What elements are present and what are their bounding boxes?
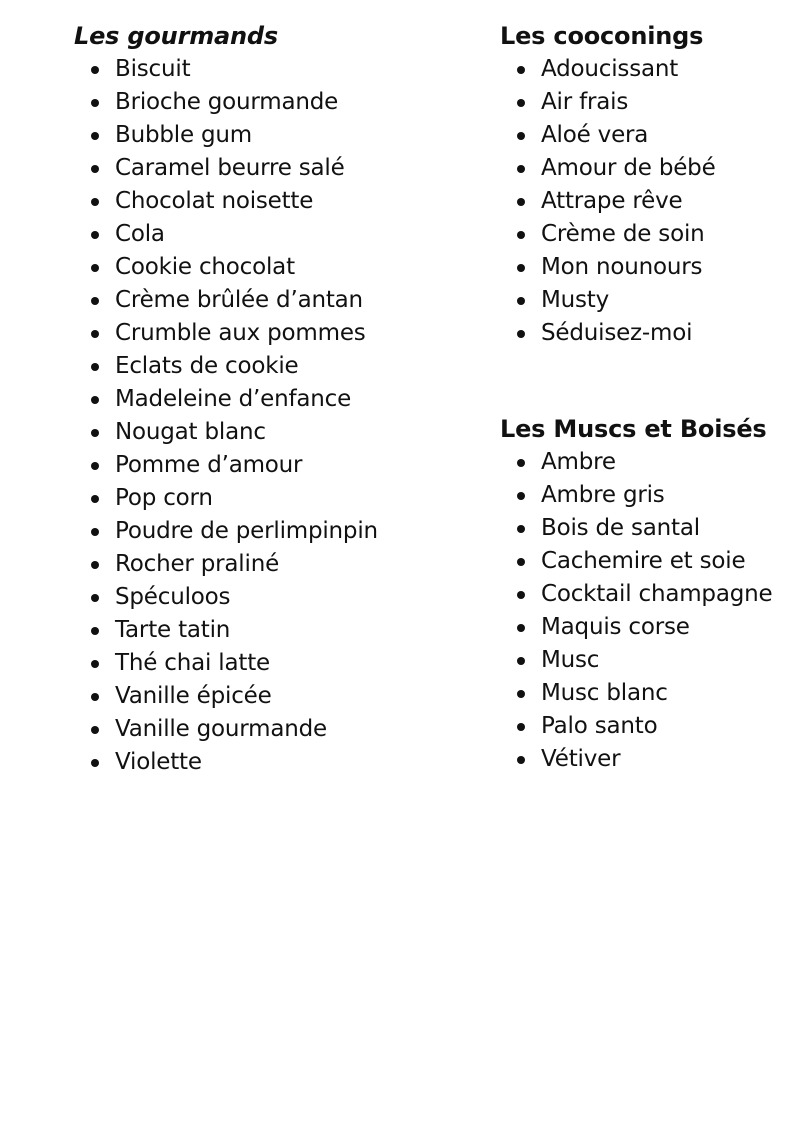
gourmands-title: Les gourmands (74, 22, 278, 50)
list-item (500, 119, 790, 152)
list-item-label: Vanille épicée (115, 683, 272, 709)
list-item-label: Caramel beurre salé (115, 155, 345, 181)
list-item-label: Maquis corse (541, 614, 690, 640)
section-spacer (500, 350, 790, 413)
bullet-icon (517, 231, 525, 239)
list-item (74, 482, 474, 515)
list-item (500, 644, 790, 677)
bullet-icon (517, 330, 525, 338)
list-item (74, 251, 474, 284)
bullet-icon (517, 459, 525, 467)
list-item (74, 86, 474, 119)
list-item (74, 350, 474, 383)
list-item (74, 713, 474, 746)
bullet-icon (91, 660, 99, 668)
bullet-icon (517, 264, 525, 272)
bullet-icon (91, 132, 99, 140)
list-item (500, 743, 790, 776)
bullet-icon (91, 198, 99, 206)
list-item (500, 611, 790, 644)
list-item (74, 317, 474, 350)
list-item-label: Tarte tatin (115, 617, 231, 643)
muscs-boises-title: Les Muscs et Boisés (500, 415, 767, 443)
list-item (500, 512, 790, 545)
list-item-label: Mon nounours (541, 254, 703, 280)
bullet-icon (91, 429, 99, 437)
bullet-icon (91, 726, 99, 734)
list-item (74, 218, 474, 251)
bullet-icon (517, 165, 525, 173)
list-item-label: Musc blanc (541, 680, 668, 706)
bullet-icon (517, 66, 525, 74)
list-item-label: Aloé vera (541, 122, 649, 148)
bullet-icon (91, 594, 99, 602)
bullet-icon (91, 297, 99, 305)
list-item-label: Poudre de perlimpinpin (115, 518, 378, 544)
list-item (74, 152, 474, 185)
bullet-icon (91, 99, 99, 107)
list-item-label: Violette (115, 749, 202, 775)
cooconings-title: Les cooconings (500, 22, 704, 50)
bullet-icon (91, 627, 99, 635)
list-item-label: Cocktail champagne (541, 581, 773, 607)
bullet-icon (91, 759, 99, 767)
list-item-label: Vétiver (541, 746, 621, 772)
list-item-label: Cola (115, 221, 165, 247)
list-item (74, 680, 474, 713)
bullet-icon (91, 330, 99, 338)
left-column (74, 20, 474, 779)
list-item-label: Crème de soin (541, 221, 705, 247)
bullet-icon (517, 723, 525, 731)
bullet-icon (517, 297, 525, 305)
bullet-icon (91, 396, 99, 404)
list-item-label: Ambre (541, 449, 616, 475)
bullet-icon (91, 363, 99, 371)
list-item-label: Vanille gourmande (115, 716, 327, 742)
bullet-icon (91, 561, 99, 569)
list-item (74, 647, 474, 680)
list-item (74, 284, 474, 317)
list-item-label: Musty (541, 287, 610, 313)
list-item (500, 152, 790, 185)
list-item-label: Attrape rêve (541, 188, 683, 214)
list-item-label: Nougat blanc (115, 419, 266, 445)
bullet-icon (91, 528, 99, 536)
bullet-icon (517, 624, 525, 632)
bullet-icon (91, 264, 99, 272)
list-item-label: Madeleine d’enfance (115, 386, 352, 412)
list-item (74, 548, 474, 581)
list-item (74, 119, 474, 152)
list-item-label: Pop corn (115, 485, 213, 511)
list-item-label: Cachemire et soie (541, 548, 746, 574)
bullet-icon (517, 657, 525, 665)
list-item-label: Amour de bébé (541, 155, 716, 181)
list-item-label: Bubble gum (115, 122, 252, 148)
bullet-icon (517, 690, 525, 698)
bullet-icon (517, 132, 525, 140)
list-item-label: Eclats de cookie (115, 353, 299, 379)
bullet-icon (517, 558, 525, 566)
bullet-icon (517, 591, 525, 599)
list-item (74, 614, 474, 647)
list-item (500, 677, 790, 710)
bullet-icon (91, 693, 99, 701)
list-item (74, 416, 474, 449)
bullet-icon (91, 231, 99, 239)
list-item (74, 53, 474, 86)
bullet-icon (91, 462, 99, 470)
bullet-icon (91, 66, 99, 74)
bullet-icon (517, 492, 525, 500)
list-item-label: Crème brûlée d’antan (115, 287, 363, 313)
list-item (500, 545, 790, 578)
bullet-icon (517, 525, 525, 533)
list-item-label: Musc (541, 647, 600, 673)
list-item-label: Bois de santal (541, 515, 700, 541)
bullet-icon (91, 495, 99, 503)
list-item-label: Crumble aux pommes (115, 320, 366, 346)
list-item (74, 515, 474, 548)
list-item (500, 578, 790, 611)
list-item-label: Ambre gris (541, 482, 665, 508)
list-item (500, 446, 790, 479)
list-item-label: Séduisez-moi (541, 320, 693, 346)
list-item (500, 251, 790, 284)
list-item-label: Pomme d’amour (115, 452, 303, 478)
gourmands-list (74, 53, 474, 779)
right-column (500, 20, 790, 776)
list-item (74, 185, 474, 218)
bullet-icon (91, 165, 99, 173)
list-item (74, 746, 474, 779)
list-item (500, 284, 790, 317)
list-item (500, 53, 790, 86)
list-item (500, 86, 790, 119)
list-item-label: Spéculoos (115, 584, 231, 610)
list-item (500, 185, 790, 218)
list-item-label: Chocolat noisette (115, 188, 314, 214)
list-item-label: Air frais (541, 89, 629, 115)
list-item (500, 479, 790, 512)
list-item-label: Cookie chocolat (115, 254, 295, 280)
list-item-label: Biscuit (115, 56, 191, 82)
list-item-label: Thé chai latte (115, 650, 270, 676)
bullet-icon (517, 756, 525, 764)
bullet-icon (517, 198, 525, 206)
list-item-label: Rocher praliné (115, 551, 280, 577)
list-item-label: Palo santo (541, 713, 658, 739)
bullet-icon (517, 99, 525, 107)
list-item (500, 218, 790, 251)
list-item (500, 710, 790, 743)
list-item (74, 449, 474, 482)
list-item (500, 317, 790, 350)
muscs-boises-list (500, 446, 790, 776)
list-item-label: Brioche gourmande (115, 89, 339, 115)
cooconings-list (500, 53, 790, 350)
list-item-label: Adoucissant (541, 56, 679, 82)
list-item (74, 383, 474, 416)
list-item (74, 581, 474, 614)
